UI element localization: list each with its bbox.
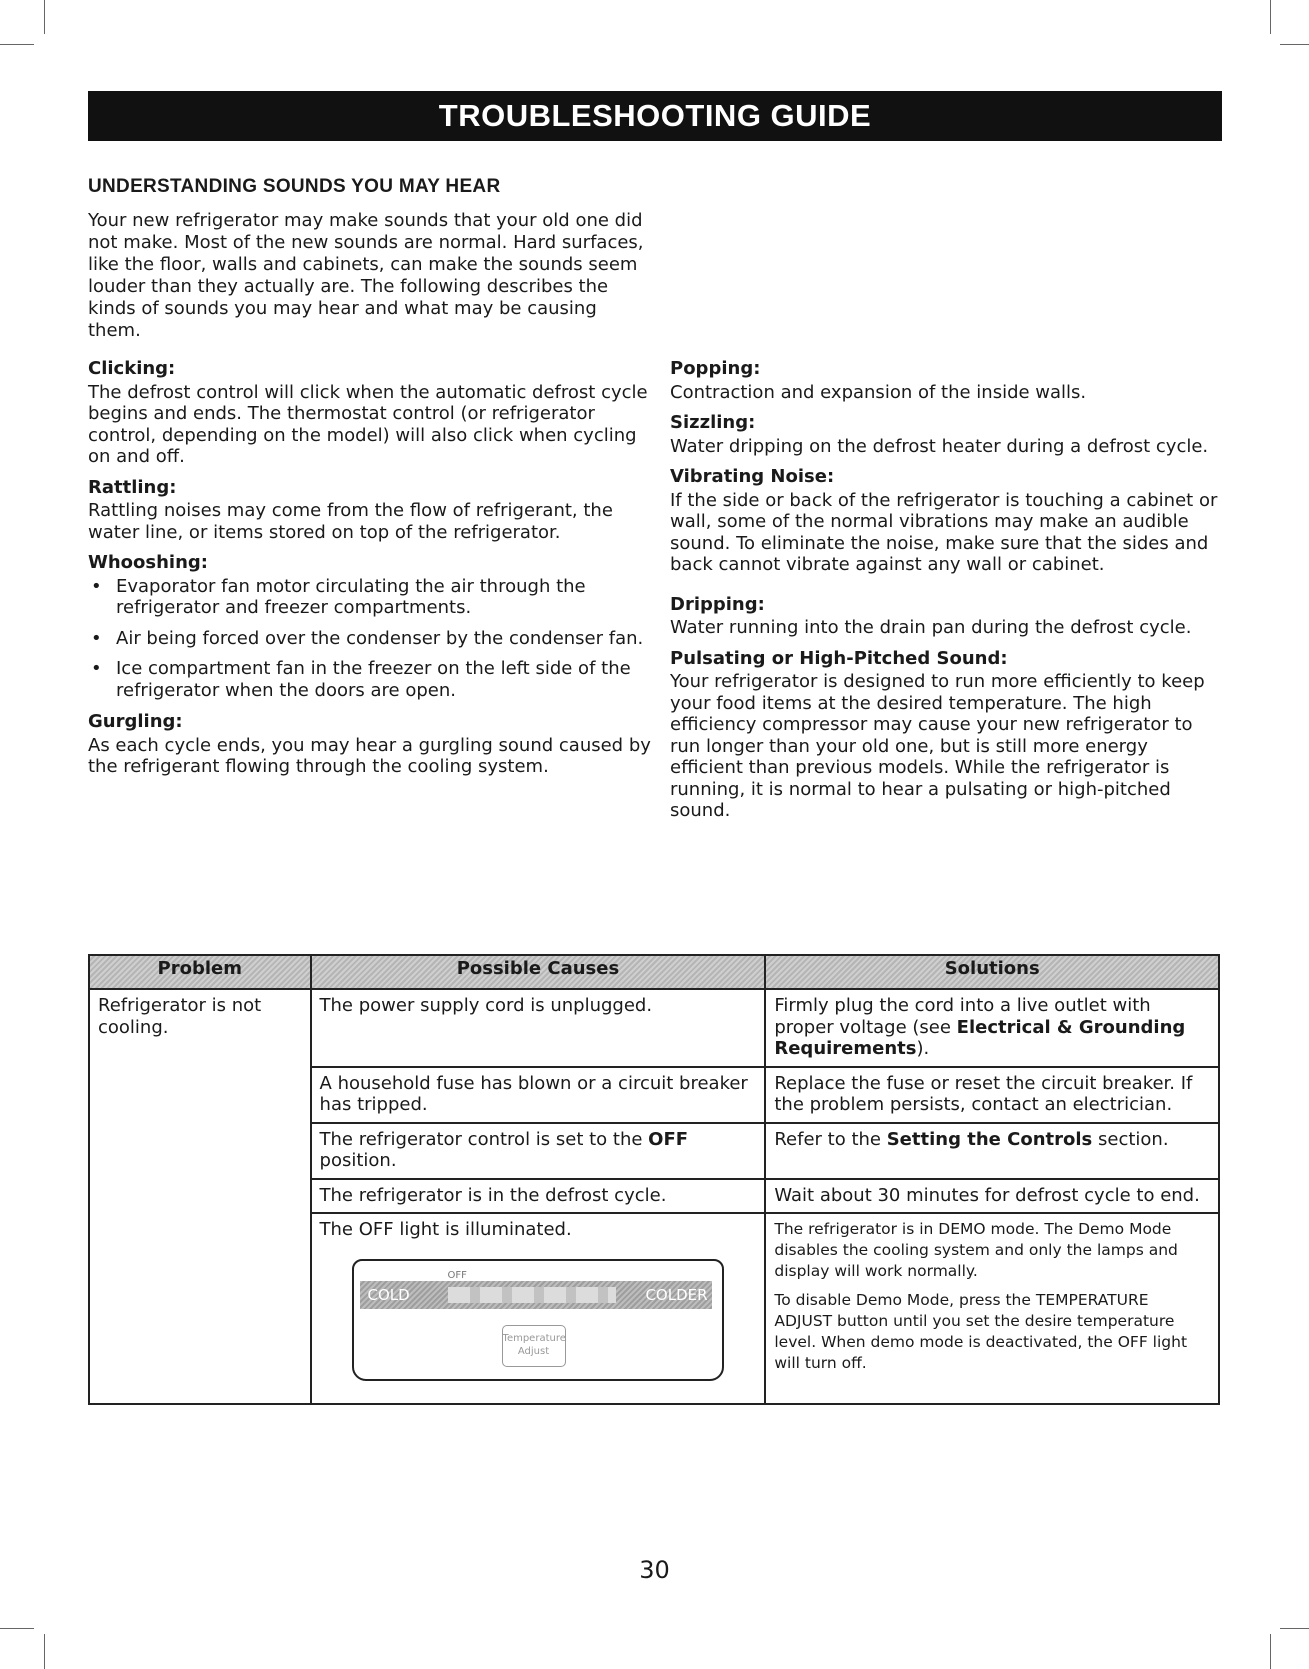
cause-cell xyxy=(311,1213,766,1404)
page-number: 30 xyxy=(639,1556,670,1584)
solution-reference: Setting the Controls xyxy=(886,1128,1093,1150)
cold-label: COLD xyxy=(367,1285,410,1304)
page-banner: TROUBLESHOOTING GUIDE xyxy=(88,91,1222,141)
problem-cell: Refrigerator is not cooling. xyxy=(89,989,311,1404)
gurgling-heading: Gurgling: xyxy=(88,711,183,732)
temperature-level-indicators xyxy=(448,1287,616,1303)
section-title: UNDERSTANDING SOUNDS YOU MAY HEAR xyxy=(88,176,501,197)
solution-cell xyxy=(765,1123,1219,1179)
colder-label: COLDER xyxy=(645,1285,708,1304)
rattling-heading: Rattling: xyxy=(88,476,177,498)
temperature-adjust-button xyxy=(502,1325,566,1367)
pulsating-heading: Pulsating or High-Pitched Sound: xyxy=(670,647,1008,669)
cause-cell: The power supply cord is unplugged. xyxy=(311,989,766,1067)
list-item: • Air being forced over the condenser by the condenser fan. xyxy=(88,628,658,650)
solution-text: The refrigerator is in DEMO mode. The Demo Mode disables the cooling system and only the lamps and display will work normally. xyxy=(774,1220,1178,1280)
crop-mark xyxy=(0,44,34,45)
crop-mark xyxy=(1280,1628,1309,1629)
table-row xyxy=(89,989,1219,1067)
clicking-heading: Clicking: xyxy=(88,358,176,379)
cause-cell: A household fuse has blown or a circuit breaker has tripped. xyxy=(311,1067,766,1123)
solution-text: To disable Demo Mode, press the TEMPERATURE ADJUST button until you set the desire temperature level. When demo mode is deactivated, the OFF light will turn off. xyxy=(774,1291,1188,1372)
off-light-label: OFF xyxy=(447,1269,467,1281)
pulsating-text: Your refrigerator is designed to run more efficiently to keep your food items at the desired temperature. The high efficiency compressor may cause your new refrigerator to run longer than your old one, but is still more energy efficient than previous models. While the refrigerator is running, it is normal to hear a pulsating or high-pitched sound. xyxy=(670,671,1205,821)
cause-text: position. xyxy=(319,1150,397,1171)
troubleshooting-table xyxy=(88,954,1220,1405)
table-header-row xyxy=(89,955,1219,989)
crop-mark xyxy=(44,1634,45,1669)
vibrating-text: If the side or back of the refrigerator is touching a cabinet or wall, some of the normal vibrations may make an audible sound. To eliminate the noise, make sure that the sides and back cannot vibrate against any wall or cabinet. xyxy=(670,489,1218,575)
crop-mark xyxy=(1270,1634,1271,1669)
crop-mark xyxy=(0,1628,34,1629)
list-item: • Ice compartment fan in the freezer on the left side of the refrigerator when the doors are open. xyxy=(88,658,658,701)
dripping-heading: Dripping: xyxy=(670,593,765,615)
popping-heading: Popping: xyxy=(670,358,761,379)
sizzling-heading: Sizzling: xyxy=(670,412,756,433)
list-item: • Evaporator fan motor circulating the air through the refrigerator and freezer compartments. xyxy=(88,576,658,619)
crop-mark xyxy=(44,0,45,34)
vibrating-heading: Vibrating Noise: xyxy=(670,466,835,487)
cause-keyword: OFF xyxy=(648,1128,689,1150)
whooshing-list xyxy=(88,576,658,702)
rattling-text: Rattling noises may come from the flow of refrigerant, the water line, or items stored on top of the refrigerator. xyxy=(88,500,613,543)
header-solutions: Solutions xyxy=(765,955,1219,989)
crop-mark xyxy=(1270,0,1271,34)
crop-mark xyxy=(1280,44,1309,45)
whooshing-heading: Whooshing: xyxy=(88,552,208,573)
sounds-left-column xyxy=(88,358,658,787)
cause-cell: The refrigerator is in the defrost cycle. xyxy=(311,1179,766,1214)
cause-text: The refrigerator control is set to the xyxy=(319,1128,649,1150)
cause-cell xyxy=(311,1123,766,1179)
intro-paragraph: Your new refrigerator may make sounds that your old one did not make. Most of the new sounds are normal. Hard surfaces, like the floor, walls and cabinets, can make the sounds seem louder than they actually are. The following describes the kinds of sounds you may hear and what may be causing them. xyxy=(88,210,644,341)
header-problem: Problem xyxy=(89,955,311,989)
button-label: Adjust xyxy=(517,1345,550,1357)
solution-text: section. xyxy=(1092,1128,1169,1150)
header-causes: Possible Causes xyxy=(311,955,766,989)
sounds-right-column xyxy=(670,358,1225,831)
popping-text: Contraction and expansion of the inside walls. xyxy=(670,381,1087,403)
control-panel-illustration xyxy=(352,1259,724,1391)
solution-reference: Electrical & Grounding Requirements xyxy=(774,1016,1186,1059)
solution-text: Firmly plug the cord into a live outlet with proper voltage (see xyxy=(774,995,1151,1038)
solution-cell: Replace the fuse or reset the circuit breaker. If the problem persists, contact an electrician. xyxy=(765,1067,1219,1123)
solution-cell: Wait about 30 minutes for defrost cycle to end. xyxy=(765,1179,1219,1214)
solution-text: Refer to the xyxy=(774,1128,887,1150)
solution-cell xyxy=(765,989,1219,1067)
cause-text: The OFF light is illuminated. xyxy=(319,1219,572,1240)
solution-text: ). xyxy=(916,1038,930,1059)
sizzling-text: Water dripping on the defrost heater during a defrost cycle. xyxy=(670,435,1209,457)
button-label: Temperature xyxy=(502,1332,566,1344)
clicking-text: The defrost control will click when the automatic defrost cycle begins and ends. The thermostat control (or refrigerator control, depending on the model) will also click when cycling on and off. xyxy=(88,381,648,467)
gurgling-text: As each cycle ends, you may hear a gurgling sound caused by the refrigerant flowing through the cooling system. xyxy=(88,734,651,777)
dripping-text: Water running into the drain pan during the defrost cycle. xyxy=(670,617,1192,638)
solution-cell xyxy=(765,1213,1219,1404)
